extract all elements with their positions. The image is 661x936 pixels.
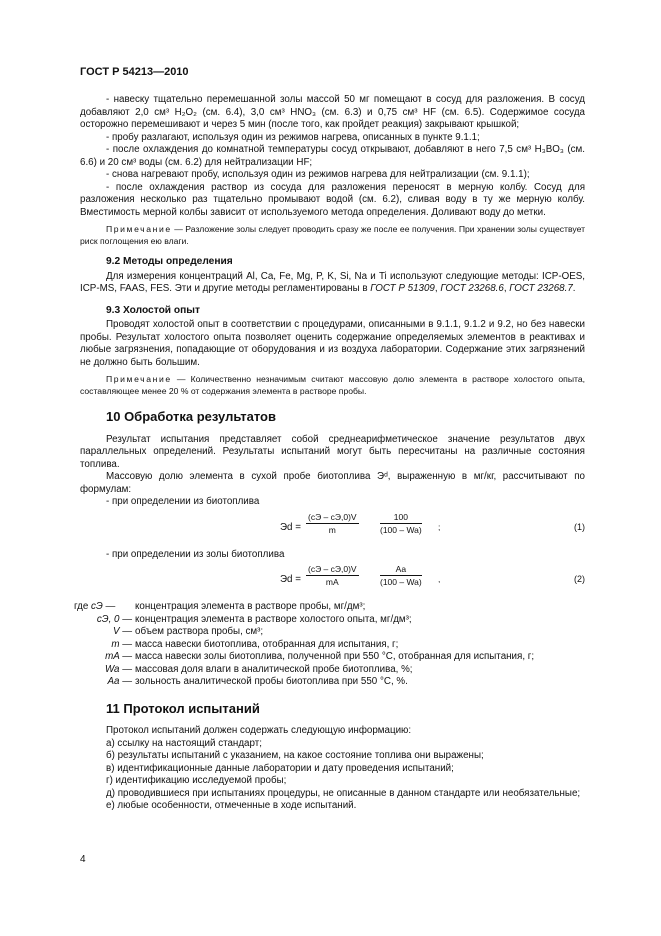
protocol-item: в) идентификационные данные лаборатории и дату проведения испытаний;	[106, 762, 454, 774]
numerator: (cЭ – cЭ,0)V	[308, 564, 357, 574]
legend-text: массовая доля влаги в аналитической пробе биотоплива, %;	[135, 663, 413, 675]
legend-symbol-text: Aa —	[107, 676, 132, 687]
step-4: - снова нагревают пробу, используя один из режимов нагрева для нейтрализации (см. 9.1.1);	[106, 169, 530, 180]
legend-text: зольность аналитической пробы биотоплива при 550 °С, %.	[135, 676, 408, 687]
section-9-3-text: Проводят холостой опыт в соответствии с процедурами, описанными в 9.1.1, 9.1.2 и 9.2, но без навески пробы. Результат холостого опыта позволяет оценить содержание определяемых элементов в реактивах и любые загрязнения, попадающие от оборудования и из воздуха лаборатории. Содержание этих загрязнений не должно быть большим.	[80, 319, 585, 368]
denominator: (100 – Wa)	[380, 577, 422, 587]
section-10-p2: Массовую долю элемента в сухой пробе биотоплива Эᵈ, выраженную в мг/кг, рассчитывают по формулам:	[80, 471, 585, 495]
legend-row	[74, 639, 534, 652]
legend-symbol	[74, 676, 135, 689]
legend-symbol	[74, 626, 135, 639]
legend-text: концентрация элемента в растворе пробы, мг/дм³;	[135, 601, 366, 612]
section-9-3-heading: 9.3 Холостой опыт	[106, 304, 200, 316]
legend-row	[74, 601, 534, 614]
note-label: Примечание	[106, 374, 172, 384]
note-text: — Количественно незначимым считают массовую долю элемента в растворе холостого опыта, составляющее менее 20 % от содержания элемента в растворе пробы.	[80, 374, 585, 396]
symbol-legend	[74, 601, 534, 689]
legend-row	[74, 626, 534, 639]
legend-symbol-text: V —	[112, 626, 132, 637]
case-2-label: - при определении из золы биотоплива	[106, 548, 285, 560]
legend-symbol-text: Wa —	[104, 663, 132, 675]
protocol-item: б) результаты испытаний с указанием, на какое состояние топлива они выражены;	[106, 750, 484, 761]
step-3: - после охлаждения до комнатной температуры сосуд открывают, добавляют в него 7,5 см³ H₃BO₃ (см. 6.6) и 20 см³ воды (см. 6.2) для нейтрализации HF;	[80, 144, 585, 168]
legend-row	[74, 676, 534, 689]
legend-row	[74, 614, 534, 627]
formula-2	[80, 561, 585, 601]
legend-symbol-text: m —	[111, 638, 132, 650]
protocol-item: а) ссылку на настоящий стандарт;	[106, 737, 262, 749]
formula-1	[80, 509, 585, 549]
denominator: m	[328, 524, 336, 535]
legend-symbol-text: mA —	[105, 651, 132, 662]
fraction-2	[380, 563, 422, 588]
numerator: Aa	[380, 563, 422, 576]
s92-text: Для измерения концентраций Al, Ca, Fe, Mg, P, K, Si, Na и Ti используют следующие методы: ICP-OES, ICP-MS, FAAS, FES. Эти и другие методы регламентированы в	[80, 270, 585, 294]
section-9-2-text	[80, 271, 585, 296]
ref-gost-r-51309: ГОСТ Р 51309	[370, 283, 435, 294]
fraction-1	[306, 563, 359, 588]
where-label: где	[74, 601, 89, 612]
note-2	[80, 374, 585, 397]
formula-lhs: Эd =	[280, 574, 301, 585]
note-text: — Разложение золы следует проводить сразу же после ее получения. При хранении золы существует риск поглощения ею влаги.	[80, 224, 585, 246]
page-number: 4	[80, 854, 86, 865]
section-11-intro: Протокол испытаний должен содержать следующую информацию:	[106, 725, 412, 736]
sep: ,	[434, 283, 441, 294]
legend-text: масса навески биотоплива, отобранная для испытания, г;	[135, 638, 399, 650]
section-9-2-heading: 9.2 Методы определения	[106, 256, 233, 267]
period: .	[572, 283, 576, 294]
legend-text: концентрация элемента в растворе холостого опыта, мг/дм³;	[135, 613, 412, 625]
legend-symbol	[74, 664, 135, 677]
protocol-item: д) проводившиеся при испытаниях процедуры, не описанные в данном стандарте или необязательные;	[106, 787, 581, 799]
legend-symbol	[74, 639, 135, 652]
step-1: - навеску тщательно перемешанной золы массой 50 мг помещают в сосуд для разложения. В сосуд добавляют 2,0 см³ H₂O₂ (см. 6.4), 3,0 см³ HNO₃ (см. 6.3) и 0,75 см³ HF (см. 6.5). Содержимое сосуда осторожно перемешивают и через 5 мин (после того, как пройдет реакция) закрывают крышкой;	[80, 94, 585, 130]
fraction-2	[380, 511, 422, 536]
step-5: - после охлаждения раствор из сосуда для разложения переносят в мерную колбу. Сосуд для разложения несколько раз тщательно промывают водой (см. 6.2), сливая воду в ту же мерную колбу. Вместимость мерной колбы зависит от используемого метода определения. Доливают воду до метки.	[80, 181, 585, 218]
numerator: 100	[380, 511, 422, 524]
legend-where	[74, 601, 135, 614]
fraction-1	[306, 511, 359, 536]
page-body	[74, 94, 585, 813]
note-label: Примечание	[106, 224, 172, 234]
legend-text: объем раствора пробы, см³;	[135, 626, 264, 637]
ref-gost-23268-6: ГОСТ 23268.6	[440, 283, 504, 294]
case-1-label: - при определении из биотоплива	[106, 496, 260, 507]
formula-number: (1)	[574, 521, 585, 532]
note-1	[80, 224, 585, 247]
formula-lhs: Эd =	[280, 521, 301, 533]
numerator: (cЭ – cЭ,0)V	[308, 511, 357, 522]
legend-row	[74, 651, 534, 664]
sep: ,	[503, 283, 510, 294]
section-11-heading: 11 Протокол испытаний	[106, 700, 260, 716]
formula-number: (2)	[574, 574, 585, 584]
document-header: ГОСТ Р 54213—2010	[80, 66, 189, 78]
legend-symbol: cЭ —	[91, 601, 116, 612]
denominator: (100 – Wa)	[380, 524, 422, 535]
denominator: mA	[325, 577, 339, 587]
protocol-item: г) идентификацию исследуемой пробы;	[106, 775, 287, 786]
legend-symbol	[74, 614, 135, 627]
section-10-heading: 10 Обработка результатов	[106, 409, 276, 424]
section-10-p1: Результат испытания представляет собой среднеарифметическое значение результатов двух параллельных определений. Результаты испытаний могут быть пересчитаны на различные состояния топлива.	[80, 433, 585, 470]
formula-end: ,	[438, 574, 441, 584]
step-2: - пробу разлагают, используя один из режимов нагрева, описанных в пункте 9.1.1;	[106, 131, 480, 143]
legend-symbol	[74, 651, 135, 664]
protocol-item: е) любые особенности, отмеченные в ходе испытаний.	[106, 800, 357, 811]
ref-gost-23268-7: ГОСТ 23268.7	[509, 283, 573, 294]
formula-end: ;	[438, 521, 441, 532]
legend-row	[74, 664, 534, 677]
legend-text: масса навески золы биотоплива, полученной при 550 °С, отобранная для испытания, г;	[135, 651, 535, 662]
legend-symbol-text: cЭ, 0 —	[96, 613, 132, 625]
